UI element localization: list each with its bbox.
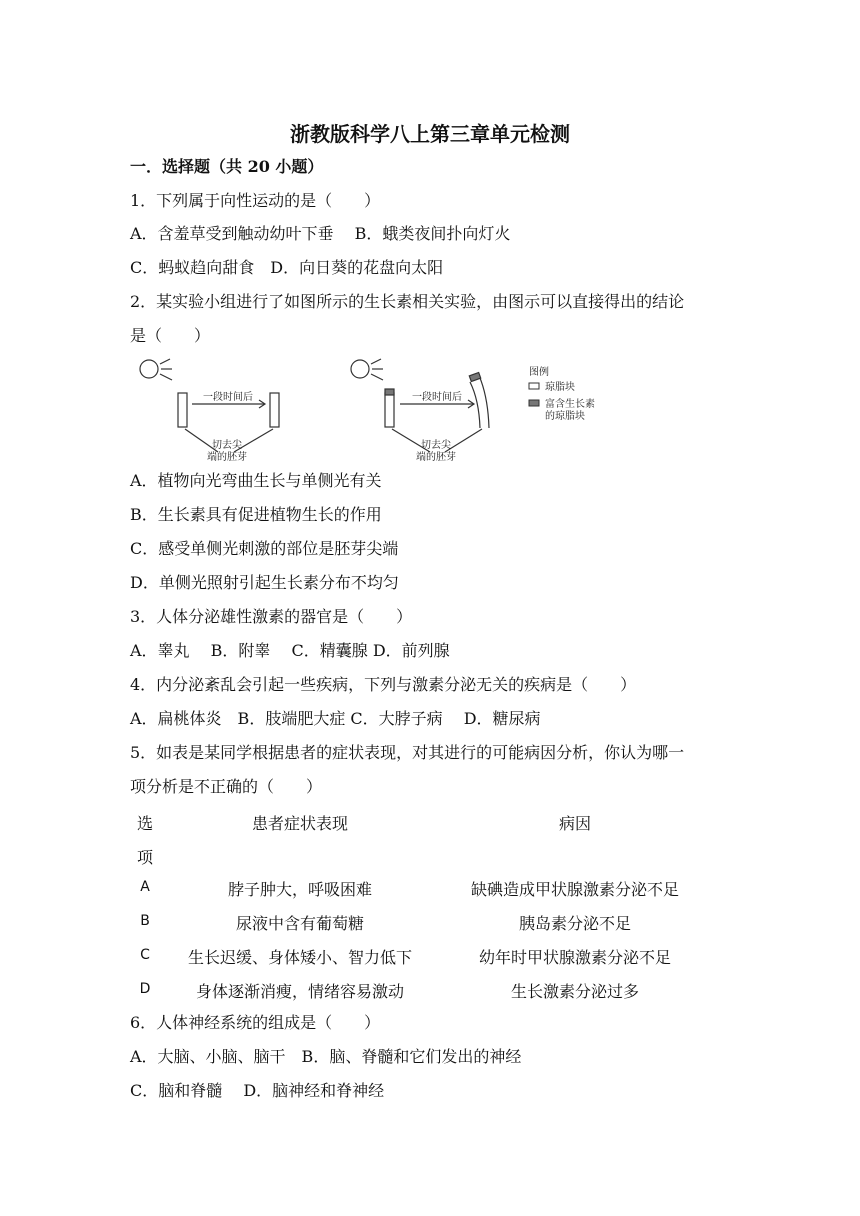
table-row-d-option: D bbox=[139, 981, 151, 997]
table-row-c-symptom: 生长迟缓、身体矮小、智力低下 bbox=[187, 948, 412, 967]
page-title: 浙教版科学八上第三章单元检测 bbox=[290, 122, 570, 146]
q6-options-cd: C．脑和脊髓 D．脑神经和脊神经 bbox=[130, 1081, 385, 1100]
table-row-a-symptom: 脖子肿大，呼吸困难 bbox=[227, 880, 372, 899]
table-row-b-option: B bbox=[140, 913, 150, 929]
sun-icon bbox=[351, 359, 383, 380]
q2-stem-line1: 2．某实验小组进行了如图所示的生长素相关实验，由图示可以直接得出的结论 bbox=[130, 292, 685, 311]
q6-stem: 6．人体神经系统的组成是（ ） bbox=[130, 1013, 381, 1032]
table-header-option-2: 项 bbox=[136, 848, 153, 867]
legend-hormone-label-line1: 富含生长素 bbox=[545, 399, 595, 410]
hormone-agar-block bbox=[469, 372, 480, 381]
q4-options: A．扁桃体炎 B．肢端肥大症 C．大脖子病 D．糖尿病 bbox=[130, 709, 541, 728]
q3-options: A．睾丸 B．附睾 C．精囊腺 D．前列腺 bbox=[130, 641, 450, 660]
q1-stem: 1．下列属于向性运动的是（ ） bbox=[130, 191, 381, 210]
q5-stem-line2: 项分析是不正确的（ ） bbox=[130, 777, 323, 796]
figure-legend bbox=[529, 365, 595, 422]
seedling-before bbox=[385, 393, 394, 427]
sun-icon bbox=[140, 359, 172, 380]
table-row-b-cause: 胰岛素分泌不足 bbox=[518, 914, 631, 933]
experiment-left bbox=[140, 359, 279, 452]
table-header-symptom: 患者症状表现 bbox=[251, 814, 348, 833]
experiment-right bbox=[351, 359, 489, 452]
q1-options-ab: A．含羞草受到触动幼叶下垂 B．蛾类夜间扑向灯火 bbox=[130, 224, 511, 243]
legend-hormone-swatch bbox=[529, 400, 539, 406]
legend-agar-label: 琼脂块 bbox=[545, 382, 575, 393]
arrow-label-left: 一段时间后 bbox=[203, 392, 253, 403]
hormone-agar-block bbox=[385, 389, 394, 395]
table-row-a-option: A bbox=[140, 879, 150, 895]
q4-stem: 4．内分泌紊乱会引起一些疾病，下列与激素分泌无关的疾病是（ ） bbox=[130, 675, 637, 694]
q6-options-ab: A．大脑、小脑、脑干 B．脑、脊髓和它们发出的神经 bbox=[130, 1047, 522, 1066]
caption-left-line1: 切去尖 bbox=[212, 440, 242, 451]
q2-stem-line2: 是（ ） bbox=[130, 326, 211, 345]
q3-stem: 3．人体分泌雄性激素的器官是（ ） bbox=[130, 607, 413, 626]
table-header-option-1: 选 bbox=[136, 814, 153, 833]
q1-options-cd: C．蚂蚁趋向甜食 D．向日葵的花盘向太阳 bbox=[130, 258, 444, 277]
table-row-c-option: C bbox=[140, 947, 150, 963]
table-row-b-symptom: 尿液中含有葡萄糖 bbox=[235, 914, 364, 933]
table-row-d-cause: 生长激素分泌过多 bbox=[510, 982, 639, 1001]
table-row-a-cause: 缺碘造成甲状腺激素分泌不足 bbox=[470, 880, 679, 899]
table-row-d-symptom: 身体逐渐消瘦，情绪容易激动 bbox=[195, 982, 404, 1001]
legend-title: 图例 bbox=[529, 367, 549, 378]
caption-right-line1: 切去尖 bbox=[421, 440, 451, 451]
q2-option-d: D．单侧光照射引起生长素分布不均匀 bbox=[130, 573, 399, 592]
table-header-cause: 病因 bbox=[558, 814, 591, 833]
q2-option-b: B．生长素具有促进植物生长的作用 bbox=[130, 505, 382, 524]
seedling-before bbox=[178, 393, 187, 427]
caption-left-line2: 端的胚芽 bbox=[207, 452, 247, 463]
experiment-figure bbox=[130, 356, 620, 464]
section-heading: 一．选择题（共 20 小题） bbox=[130, 157, 324, 176]
q2-option-c: C．感受单侧光刺激的部位是胚芽尖端 bbox=[130, 539, 399, 558]
q2-option-a: A．植物向光弯曲生长与单侧光有关 bbox=[130, 471, 382, 490]
q5-stem-line1: 5．如表是某同学根据患者的症状表现，对其进行的可能病因分析，你认为哪一 bbox=[130, 743, 685, 762]
arrow-label-right: 一段时间后 bbox=[412, 392, 462, 403]
caption-right-line2: 端的胚芽 bbox=[416, 452, 456, 463]
table-row-c-cause: 幼年时甲状腺激素分泌不足 bbox=[478, 948, 671, 967]
legend-hormone-label-line2: 的琼脂块 bbox=[545, 411, 585, 422]
legend-agar-swatch bbox=[529, 383, 539, 389]
seedling-after bbox=[270, 393, 279, 427]
